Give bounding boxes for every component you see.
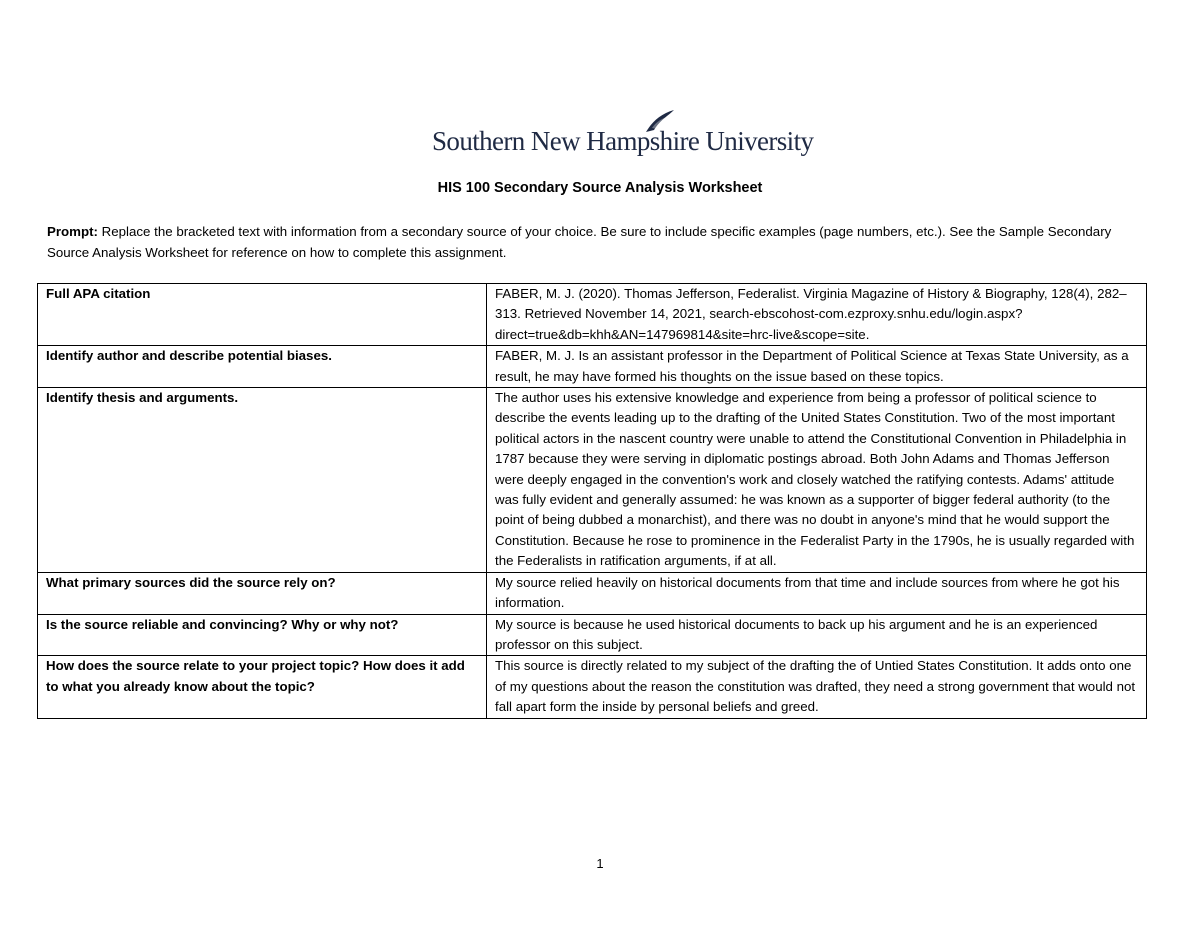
question-cell: Identify author and describe potential biases. [38,346,487,388]
table-row [38,388,1147,573]
answer-cell: FABER, M. J. (2020). Thomas Jefferson, Federalist. Virginia Magazine of History & Biography, 128(4), 282–313. Retrieved November 14, 2021, search-ebscohost-com.ezproxy.snhu.edu/login.aspx?direct=true&db=khh&AN=147969814&site=hrc-live&scope=site. [487,284,1147,346]
table-row [38,572,1147,614]
university-logo [430,108,814,162]
question-cell: How does the source relate to your project topic? How does it add to what you already know about the topic? [38,656,487,718]
logo-wordmark: Southern New Hampshire University [432,126,814,156]
question-cell: Identify thesis and arguments. [38,388,487,573]
snhu-swoosh-icon [642,108,676,134]
table-row [38,284,1147,346]
answer-cell: FABER, M. J. Is an assistant professor in the Department of Political Science at Texas State University, as a result, he may have formed his thoughts on the issue based on these topics. [487,346,1147,388]
worksheet-title: HIS 100 Secondary Source Analysis Worksheet [437,180,763,196]
question-cell: Is the source reliable and convincing? Why or why not? [38,614,487,656]
table-row [38,346,1147,388]
question-cell: Full APA citation [38,284,487,346]
page-number: 1 [596,856,604,871]
prompt-text: Replace the bracketed text with information from a secondary source of your choice. Be sure to include specific examples (page numbers, etc.). See the Sample Secondary Source Analysis Worksheet for reference on how to complete this assignment. [47,224,1112,260]
answer-cell: This source is directly related to my subject of the drafting the of Untied States Constitution. It adds onto one of my questions about the reason the constitution was drafted, they need a strong government that would not fall apart form the inside by personal beliefs and greed. [487,656,1147,718]
answer-cell: My source is because he used historical documents to back up his argument and he is an experienced professor on this subject. [487,614,1147,656]
answer-cell: The author uses his extensive knowledge and experience from being a professor of political science to describe the events leading up to the drafting of the United States Constitution. Two of the most important political actors in the nascent country were unable to attend the Constitutional Convention in Philadelphia in 1787 because they were serving in diplomatic postings abroad. Both John Adams and Thomas Jefferson were deeply engaged in the convention's work and closely watched the ratifying contests. Adams' attitude was fully evident and generally assumed: he was known as a supporter of bigger federal authority (to the point of being dubbed a monarchist), and there was no doubt in anyone's mind that he would support the Constitution. Because he rose to prominence in the Federalist Party in the 1790s, he is usually regarded with the Federalists in ratification arguments, if at all. [487,388,1147,573]
answer-cell: My source relied heavily on historical documents from that time and include sources from where he got his information. [487,572,1147,614]
table-row [38,656,1147,718]
question-cell: What primary sources did the source rely on? [38,572,487,614]
prompt-paragraph [47,221,1147,263]
table-row [38,614,1147,656]
prompt-label: Prompt: [47,224,98,239]
analysis-table [37,283,1147,719]
